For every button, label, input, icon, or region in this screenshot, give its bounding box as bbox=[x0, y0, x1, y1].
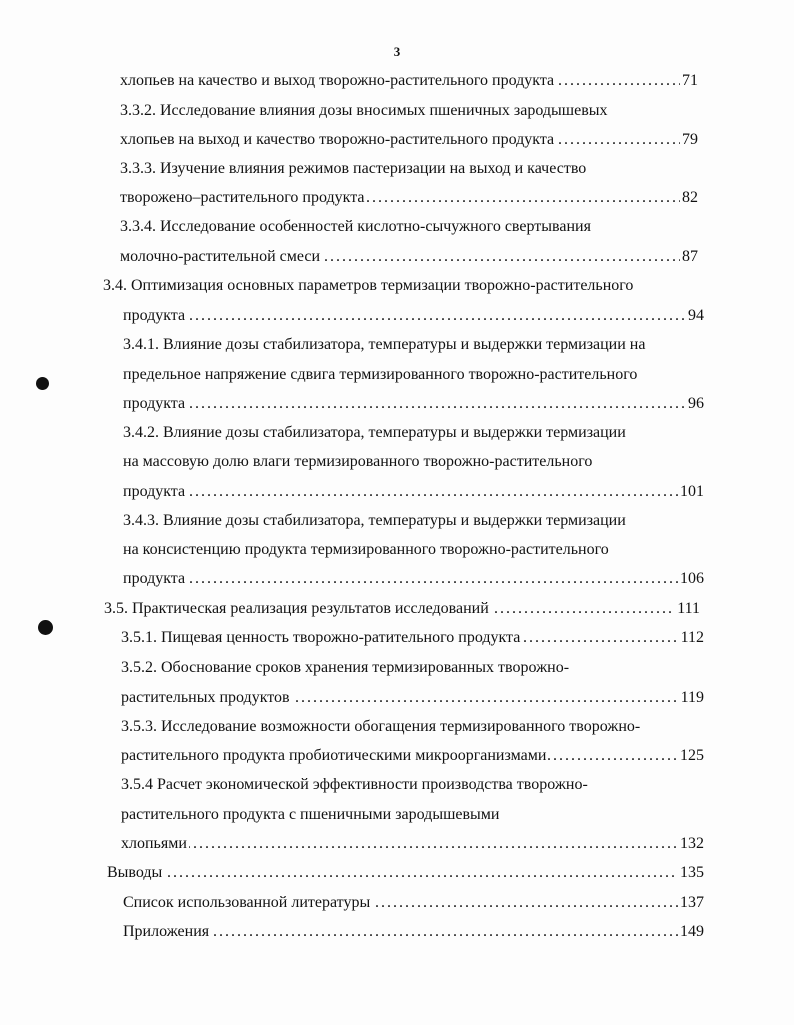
toc-entry[interactable]: растительных продуктов 119 . . . bbox=[121, 683, 704, 713]
toc-entry[interactable]: Приложения 149 . . . bbox=[123, 917, 704, 947]
toc-entry[interactable]: 3.4.2. Влияние дозы стабилизатора, температуры и выдержки термизации bbox=[123, 424, 626, 441]
toc-page-number: 149 bbox=[678, 917, 704, 947]
toc-entry[interactable]: хлопьев на выход и качество творожно-растительного продукта 79 . . . bbox=[120, 125, 698, 155]
toc-page-number: 132 bbox=[678, 829, 704, 859]
toc-entry[interactable]: 3.3.4. Исследование особенностей кислотно-сычужного свертывания bbox=[120, 218, 591, 235]
toc-page-number: 79 bbox=[680, 125, 698, 155]
toc-entry[interactable]: хлопьев на качество и выход творожно-растительного продукта 71 . . . bbox=[120, 66, 698, 96]
toc-entry[interactable]: хлопьями 132 . . . bbox=[121, 829, 704, 859]
toc-entry[interactable]: продукта 96 . . . bbox=[123, 389, 704, 419]
toc-page-number: 112 bbox=[679, 623, 704, 653]
toc-page-number: 125 bbox=[678, 741, 704, 771]
toc-page-number: 119 bbox=[679, 683, 704, 713]
toc-entry[interactable]: молочно-растительной смеси 87 . . . bbox=[120, 242, 698, 272]
page-number: 3 bbox=[393, 44, 401, 59]
toc-entry[interactable]: 3.5.4 Расчет экономической эффективности производства творожно- bbox=[121, 776, 588, 793]
toc-entry[interactable]: продукта 106 . . . bbox=[123, 564, 704, 594]
ink-blot bbox=[36, 377, 49, 390]
ink-blot bbox=[38, 620, 53, 635]
toc-entry[interactable]: растительного продукта пробиотическими микроорганизмами 125 . . . bbox=[121, 741, 704, 771]
toc-entry[interactable]: 3.3.3. Изучение влияния режимов пастеризации на выход и качество bbox=[120, 160, 587, 177]
toc-page-number: 137 bbox=[678, 888, 704, 918]
toc-page-number: 94 bbox=[686, 301, 704, 331]
toc-page-number: 87 bbox=[680, 242, 698, 272]
toc-entry[interactable]: 3.3.2. Исследование влияния дозы вносимых пшеничных зародышевых bbox=[120, 102, 608, 119]
toc-page-number: 71 bbox=[680, 66, 698, 96]
toc-page-number: 135 bbox=[678, 858, 704, 888]
toc-entry[interactable]: 3.5.3. Исследование возможности обогащения термизированного творожно- bbox=[121, 718, 641, 735]
toc-entry[interactable]: 3.4.1. Влияние дозы стабилизатора, температуры и выдержки термизации на bbox=[123, 336, 646, 353]
toc-entry[interactable]: растительного продукта с пшеничными зародышевыми bbox=[121, 806, 500, 823]
toc-page-number: 96 bbox=[686, 389, 704, 419]
toc-entry[interactable]: продукта 101 . . . bbox=[123, 477, 704, 507]
toc-entry[interactable]: 3.5. Практическая реализация результатов исследований 111 . . . bbox=[104, 594, 700, 624]
toc-entry[interactable]: твороженo–растительного продукта 82 . . . bbox=[120, 183, 698, 213]
toc-page-number: 111 bbox=[675, 594, 700, 624]
toc-page-number: 82 bbox=[680, 183, 698, 213]
toc-entry[interactable]: 3.4.3. Влияние дозы стабилизатора, температуры и выдержки термизации bbox=[123, 512, 626, 529]
toc-entry[interactable]: продукта 94 . . . bbox=[123, 301, 704, 331]
toc-entry[interactable]: на консистенцию продукта термизированного творожно-растительного bbox=[123, 541, 609, 558]
toc-entry[interactable]: 3.5.2. Обоснование сроков хранения термизированных творожно- bbox=[121, 659, 570, 676]
toc-entry[interactable]: Список использованной литературы 137 . . . bbox=[123, 888, 704, 918]
toc-entry[interactable]: 3.4. Оптимизация основных параметров термизации творожно-растительного bbox=[103, 277, 634, 294]
toc-page-number: 106 bbox=[678, 564, 704, 594]
toc-entry[interactable]: 3.5.1. Пищевая ценность творожно-ратительного продукта 112 . . . bbox=[121, 623, 704, 653]
toc-entry[interactable]: предельное напряжение сдвига термизированного творожно-растительного bbox=[123, 366, 638, 383]
toc-entry[interactable]: Выводы 135 . . . bbox=[107, 858, 704, 888]
toc-entry[interactable]: на массовую долю влаги термизированного творожно-растительного bbox=[123, 453, 593, 470]
toc-page-number: 101 bbox=[678, 477, 704, 507]
